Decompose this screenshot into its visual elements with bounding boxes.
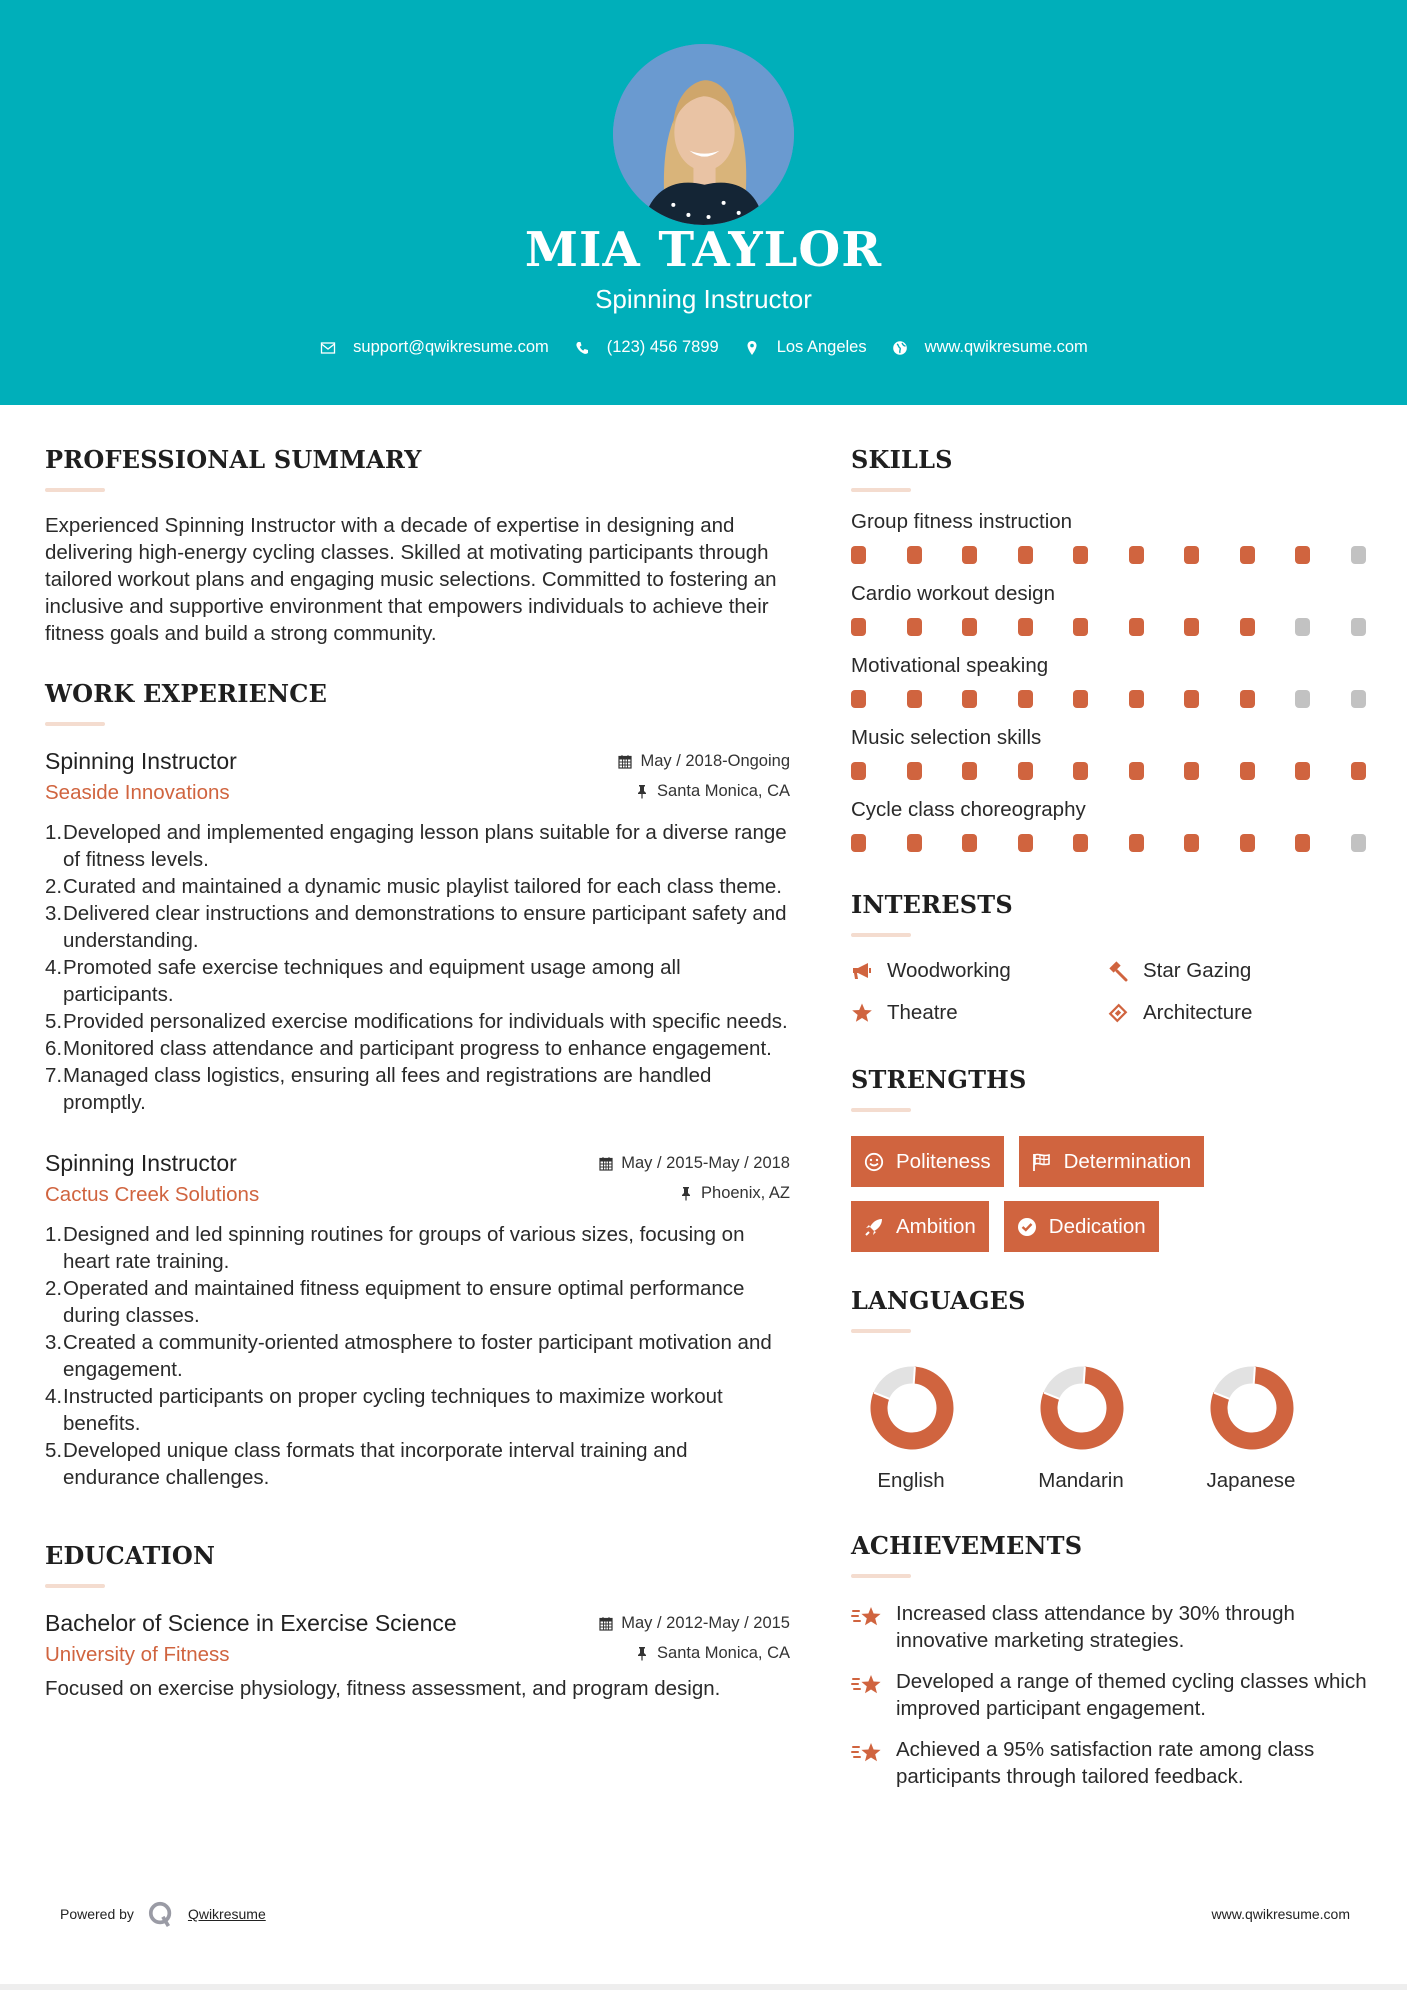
bullet-item: 2. Operated and maintained fitness equipment to ensure optimal performance during classes. (45, 1277, 745, 1327)
language-label: English (877, 1469, 945, 1492)
bullet-item: 1. Developed and implemented engaging lesson plans suitable for a diverse range of fitness levels. (45, 821, 787, 871)
rating-dot-filled (1184, 546, 1199, 564)
bullet-item: 5. Developed unique class formats that incorporate interval training and endurance challenges. (45, 1439, 688, 1489)
rating-dot-filled (1240, 618, 1255, 636)
rating-dot-filled (1129, 762, 1144, 780)
resume-header (0, 0, 1407, 405)
envelope-icon (319, 339, 337, 357)
rating-dot-filled (1295, 834, 1310, 852)
achievement-text: Increased class attendance by 30% through innovative marketing strategies. (896, 1602, 1295, 1652)
section-title: INTERESTS (851, 890, 1013, 919)
contact-phone-text: (123) 456 7899 (606, 338, 719, 356)
smile-icon (864, 1152, 884, 1172)
language-label: Japanese (1206, 1469, 1296, 1492)
language-item (851, 1363, 1021, 1493)
rating-dot-filled (962, 546, 977, 564)
flag-checkered-icon (1032, 1152, 1052, 1172)
contact-location-text: Los Angeles (776, 338, 867, 356)
school-name: University of Fitness (45, 1643, 230, 1666)
job-location (679, 1184, 790, 1203)
bullet-item: 4. Promoted safe exercise techniques and equipment usage among all participants. (45, 956, 681, 1006)
education-section (45, 1541, 790, 1702)
footer (60, 1900, 1350, 1928)
contact-email[interactable] (319, 338, 549, 357)
bullet-item: 3. Created a community-oriented atmosphere to foster participant motivation and engagement. (45, 1331, 772, 1381)
contact-phone[interactable] (573, 338, 719, 357)
rating-dot-filled (1184, 618, 1199, 636)
skill-item (851, 726, 1371, 780)
rating-dot-filled (1240, 546, 1255, 564)
candidate-name: MIA TAYLOR (524, 222, 883, 278)
skill-rating (851, 690, 1371, 708)
strength-label: Determination (1063, 1149, 1192, 1173)
calendar-icon (618, 754, 632, 769)
section-divider (851, 1574, 911, 1578)
rating-dot-filled (1129, 546, 1144, 564)
skill-item (851, 654, 1371, 708)
section-divider (45, 1584, 105, 1588)
section-title: ACHIEVEMENTS (851, 1531, 1083, 1560)
job-dates (618, 752, 790, 771)
education-location (635, 1644, 790, 1663)
skills-list (851, 510, 1371, 852)
section-divider (851, 1329, 911, 1333)
section-title: PROFESSIONAL SUMMARY (45, 445, 422, 474)
shooting-star-icon (851, 1668, 885, 1722)
shooting-star-icon (851, 1736, 885, 1790)
calendar-icon (599, 1156, 613, 1171)
company-name: Seaside Innovations (45, 781, 230, 804)
footer-website[interactable]: www.qwikresume.com (1211, 1906, 1350, 1922)
rating-dot-filled (1295, 546, 1310, 564)
rating-dot-filled (851, 618, 866, 636)
experience-section (45, 679, 790, 1491)
rating-dot-empty (1351, 690, 1366, 708)
job-location-text: Santa Monica, CA (657, 782, 790, 800)
job-dates-text: May / 2015-May / 2018 (621, 1154, 790, 1172)
achievements-list (851, 1600, 1371, 1790)
job-dates-text: May / 2018-Ongoing (640, 752, 790, 770)
rating-dot-filled (962, 834, 977, 852)
globe-icon (891, 339, 909, 357)
summary-section (45, 445, 790, 647)
strength-badge (851, 1136, 1004, 1187)
rating-dot-filled (1184, 762, 1199, 780)
job-location (635, 782, 790, 801)
education-entry (45, 1610, 790, 1702)
rating-dot-empty (1295, 618, 1310, 636)
interest-item (1107, 1001, 1347, 1025)
bullet-item: 6. Monitored class attendance and participant progress to enhance engagement. (45, 1037, 772, 1060)
rating-dot-empty (1351, 834, 1366, 852)
interest-label: Star Gazing (1143, 959, 1252, 982)
rating-dot-filled (851, 834, 866, 852)
rating-dot-filled (1184, 834, 1199, 852)
job-role: Spinning Instructor (45, 1150, 237, 1176)
rating-dot-filled (1240, 690, 1255, 708)
rating-dot-empty (1351, 546, 1366, 564)
rating-dot-filled (962, 762, 977, 780)
achievement-item (851, 1736, 1371, 1790)
skill-label: Group fitness instruction (851, 510, 1073, 533)
rating-dot-filled (1184, 690, 1199, 708)
education-location-text: Santa Monica, CA (657, 1644, 790, 1662)
company-name: Cactus Creek Solutions (45, 1183, 260, 1206)
education-dates-text: May / 2012-May / 2015 (621, 1614, 790, 1632)
language-item (1021, 1363, 1191, 1493)
qwikresume-link[interactable]: Qwikresume (187, 1906, 266, 1922)
achievement-item (851, 1668, 1371, 1722)
rating-dot-filled (1295, 762, 1310, 780)
skill-rating (851, 546, 1371, 564)
interest-item (1107, 959, 1347, 983)
rating-dot-filled (1073, 762, 1088, 780)
map-marker-icon (743, 339, 761, 357)
section-title: WORK EXPERIENCE (45, 679, 328, 708)
skill-rating (851, 762, 1371, 780)
rating-dot-filled (907, 762, 922, 780)
check-circle-icon (1017, 1217, 1037, 1237)
section-divider (45, 488, 105, 492)
interest-item (851, 959, 1107, 983)
languages-list (851, 1363, 1371, 1493)
rating-dot-filled (1073, 690, 1088, 708)
job-role: Spinning Instructor (45, 748, 237, 774)
interests-section (851, 890, 1371, 1025)
skill-rating (851, 618, 1371, 636)
pushpin-icon (679, 1186, 693, 1201)
strength-badge (1019, 1136, 1205, 1187)
rocket-icon (864, 1217, 884, 1237)
skill-label: Motivational speaking (851, 654, 1049, 677)
rating-dot-filled (1073, 546, 1088, 564)
rating-dot-filled (907, 546, 922, 564)
interest-item (851, 1001, 1107, 1025)
rating-dot-filled (1129, 618, 1144, 636)
interests-list (851, 959, 1371, 1025)
bullet-item: 3. Delivered clear instructions and demonstrations to ensure participant safety and understanding. (45, 902, 787, 952)
rating-dot-filled (1240, 762, 1255, 780)
rating-dot-filled (1018, 834, 1033, 852)
rating-dot-filled (1351, 762, 1366, 780)
job-entry (45, 1150, 790, 1491)
bullet-item: 1. Designed and led spinning routines for groups of various sizes, focusing on heart rate training. (45, 1223, 745, 1273)
gavel-icon (1107, 960, 1131, 982)
strengths-list (851, 1136, 1371, 1266)
rating-dot-filled (1073, 618, 1088, 636)
rating-dot-filled (907, 690, 922, 708)
interest-label: Architecture (1143, 1001, 1253, 1024)
pushpin-icon (635, 1646, 649, 1661)
qwikresume-logo-icon (148, 1900, 174, 1928)
bullhorn-icon (851, 960, 875, 982)
rating-dot-filled (1018, 546, 1033, 564)
skill-item (851, 510, 1371, 564)
bullet-item: 5. Provided personalized exercise modifications for individuals with specific needs. (45, 1010, 788, 1033)
page-bottom-border (0, 1984, 1407, 1990)
job-entry (45, 748, 790, 1116)
degree-name: Bachelor of Science in Exercise Science (45, 1610, 457, 1636)
section-divider (851, 933, 911, 937)
rating-dot-filled (962, 618, 977, 636)
education-description: Focused on exercise physiology, fitness assessment, and program design. (45, 1677, 721, 1700)
rating-dot-filled (1129, 834, 1144, 852)
rating-dot-filled (1129, 690, 1144, 708)
bullet-item: 7. Managed class logistics, ensuring all fees and registrations are handled promptly. (45, 1064, 712, 1114)
skill-label: Cardio workout design (851, 582, 1055, 605)
contact-website-text: www.qwikresume.com (924, 338, 1088, 356)
job-location-text: Phoenix, AZ (701, 1184, 790, 1202)
rating-dot-empty (1351, 618, 1366, 636)
rating-dot-filled (1018, 762, 1033, 780)
profile-photo (613, 44, 794, 225)
rating-dot-filled (851, 546, 866, 564)
section-divider (851, 488, 911, 492)
powered-by (60, 1900, 266, 1928)
skill-rating (851, 834, 1371, 852)
education-dates (599, 1614, 790, 1633)
rating-dot-filled (1073, 834, 1088, 852)
right-column (851, 445, 1371, 1804)
powered-by-label: Powered by (60, 1906, 134, 1922)
skill-item (851, 582, 1371, 636)
strengths-section (851, 1065, 1371, 1266)
bullet-item: 4. Instructed participants on proper cycling techniques to maximize workout benefits. (45, 1385, 723, 1435)
interest-label: Theatre (887, 1001, 958, 1024)
achievement-text: Developed a range of themed cycling classes which improved participant engagement. (896, 1670, 1367, 1720)
job-dates (599, 1154, 790, 1173)
achievements-section (851, 1531, 1371, 1790)
rating-dot-filled (851, 690, 866, 708)
skills-section (851, 445, 1371, 852)
bullet-item: 2. Curated and maintained a dynamic music playlist tailored for each class theme. (45, 875, 782, 898)
shooting-star-icon (851, 1600, 885, 1654)
language-donut-chart (1207, 1363, 1297, 1453)
contact-website[interactable] (891, 338, 1088, 357)
section-title: SKILLS (851, 445, 953, 474)
section-title: STRENGTHS (851, 1065, 1027, 1094)
ticket-icon (1107, 1002, 1131, 1024)
contact-bar (0, 338, 1407, 357)
phone-icon (573, 339, 591, 357)
section-divider (45, 722, 105, 726)
strength-label: Ambition (896, 1214, 976, 1238)
section-title: LANGUAGES (851, 1286, 1026, 1315)
interest-label: Woodworking (887, 959, 1011, 982)
left-column (45, 445, 790, 1702)
language-label: Mandarin (1038, 1469, 1124, 1492)
skill-label: Music selection skills (851, 726, 1042, 749)
star-icon (851, 1002, 875, 1024)
strength-label: Dedication (1048, 1214, 1146, 1238)
skill-item (851, 798, 1371, 852)
achievement-item (851, 1600, 1371, 1654)
job-bullets (45, 1221, 790, 1491)
skill-label: Cycle class choreography (851, 798, 1086, 821)
job-bullets (45, 819, 790, 1116)
languages-section (851, 1286, 1371, 1493)
rating-dot-filled (1240, 834, 1255, 852)
strength-badge (1004, 1201, 1159, 1252)
rating-dot-filled (1018, 690, 1033, 708)
pushpin-icon (635, 784, 649, 799)
summary-text: Experienced Spinning Instructor with a decade of expertise in designing and delivering high-energy cycling classes. Skilled at motivating participants through tailored workout plans and engaging music selections. Committed to fostering an inclusive and supportive environment that empowers individuals to achieve their fitness goals and build a strong community. (45, 514, 777, 645)
rating-dot-filled (962, 690, 977, 708)
section-divider (851, 1108, 911, 1112)
rating-dot-filled (907, 834, 922, 852)
language-donut-chart (867, 1363, 957, 1453)
rating-dot-filled (851, 762, 866, 780)
candidate-title: Spinning Instructor (595, 284, 812, 314)
rating-dot-filled (1018, 618, 1033, 636)
strength-label: Politeness (896, 1149, 991, 1173)
profile-photo-illustration (613, 44, 794, 225)
contact-email-text: support@qwikresume.com (353, 338, 549, 356)
section-title: EDUCATION (45, 1541, 216, 1570)
strength-badge (851, 1201, 989, 1252)
calendar-icon (599, 1616, 613, 1631)
language-donut-chart (1037, 1363, 1127, 1453)
language-item (1191, 1363, 1361, 1493)
achievement-text: Achieved a 95% satisfaction rate among class participants through tailored feedback. (896, 1738, 1315, 1788)
rating-dot-filled (907, 618, 922, 636)
contact-location (743, 338, 867, 357)
rating-dot-empty (1295, 690, 1310, 708)
